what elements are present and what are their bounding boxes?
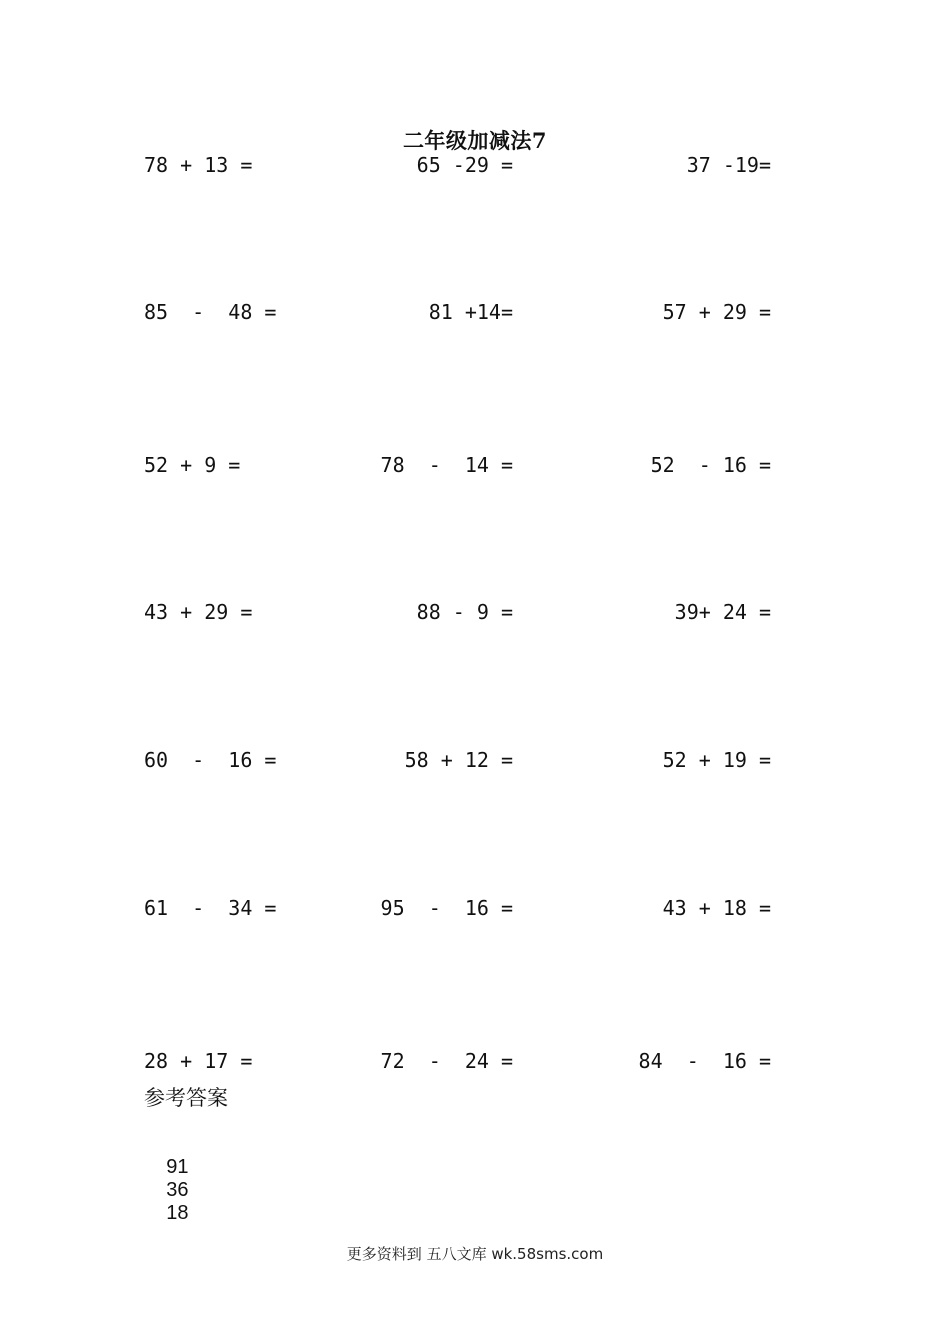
answer-heading: 参考答案 bbox=[144, 1086, 228, 1110]
footer-source-note: 更多资料到 五八文库 wk.58sms.com bbox=[346, 1245, 604, 1263]
problem-1-2: 65 -29 = bbox=[416, 153, 513, 177]
problem-4-1: 43 + 29 = bbox=[144, 600, 253, 624]
problem-4-3: 39+ 24 = bbox=[674, 600, 771, 624]
problem-2-2: 81 +14= bbox=[428, 300, 513, 324]
answer-2: 36 bbox=[166, 1179, 189, 1201]
problem-4-2: 88 - 9 = bbox=[416, 600, 513, 624]
problem-2-1: 85 - 48 = bbox=[144, 300, 277, 324]
problem-5-2: 58 + 12 = bbox=[404, 748, 513, 772]
problem-3-2: 78 - 14 = bbox=[380, 453, 513, 477]
problem-7-3: 84 - 16 = bbox=[638, 1049, 771, 1073]
problem-1-3: 37 -19= bbox=[686, 153, 771, 177]
problem-7-2: 72 - 24 = bbox=[380, 1049, 513, 1073]
problem-row-3 bbox=[0, 450, 950, 480]
problem-2-3: 57 + 29 = bbox=[662, 300, 771, 324]
problem-6-3: 43 + 18 = bbox=[662, 896, 771, 920]
problem-3-1: 52 + 9 = bbox=[144, 453, 241, 477]
problem-row-2 bbox=[0, 297, 950, 327]
problem-6-1: 61 - 34 = bbox=[144, 896, 277, 920]
problem-row-6 bbox=[0, 893, 950, 923]
problem-5-3: 52 + 19 = bbox=[662, 748, 771, 772]
problem-row-5 bbox=[0, 745, 950, 775]
problem-3-3: 52 - 16 = bbox=[650, 453, 771, 477]
answer-3: 18 bbox=[166, 1202, 189, 1224]
worksheet-title: 二年级加减法7 bbox=[402, 128, 548, 153]
problem-5-1: 60 - 16 = bbox=[144, 748, 277, 772]
problem-1-1: 78 + 13 = bbox=[144, 153, 253, 177]
answer-1: 91 bbox=[166, 1156, 189, 1178]
problem-row-7 bbox=[0, 1046, 950, 1076]
answer-list bbox=[144, 1133, 206, 1248]
problem-row-1 bbox=[0, 150, 950, 180]
problem-6-2: 95 - 16 = bbox=[380, 896, 513, 920]
problem-row-4 bbox=[0, 597, 950, 627]
problem-7-1: 28 + 17 = bbox=[144, 1049, 253, 1073]
